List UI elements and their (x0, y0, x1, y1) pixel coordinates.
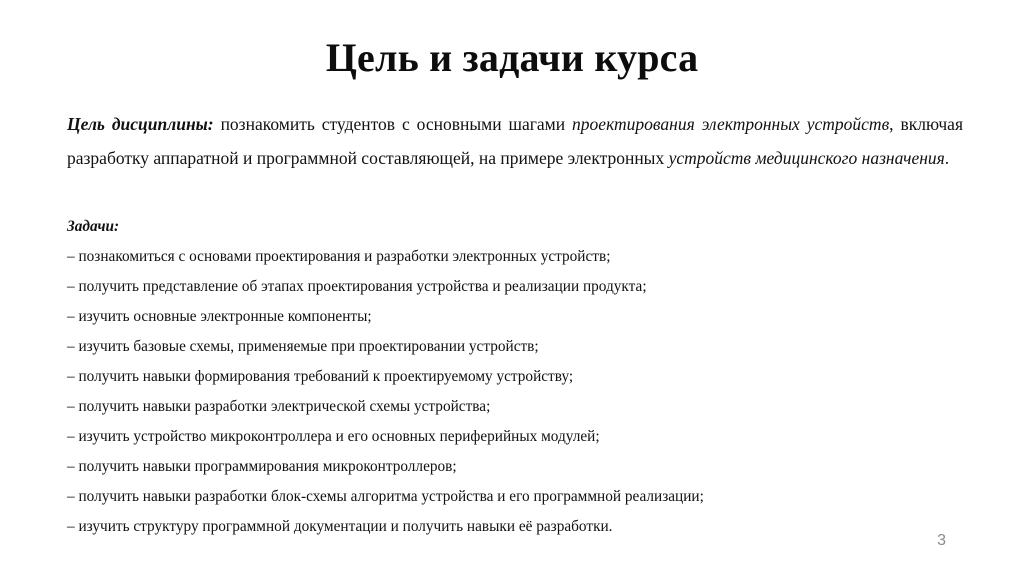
page-number: 3 (937, 532, 946, 549)
task-item: – изучить базовые схемы, применяемые при проектировании устройств; (67, 338, 539, 355)
task-item: – изучить устройство микроконтроллера и его основных периферийных модулей; (67, 428, 600, 445)
task-item: – получить навыки формирования требований к проектируемому устройству; (67, 368, 574, 385)
task-item: – изучить основные электронные компоненты; (67, 308, 372, 325)
tasks-section (67, 212, 967, 542)
task-item: – изучить структуру программной документации и получить навыки её разработки. (67, 518, 613, 535)
task-item: – получить представление об этапах проектирования устройства и реализации продукта; (67, 278, 647, 295)
tasks-heading: Задачи: (67, 218, 120, 235)
task-item: – получить навыки разработки электрической схемы устройства; (67, 398, 491, 415)
task-item: – познакомиться с основами проектирования и разработки электронных устройств; (67, 248, 611, 265)
goal-italic-2: устройств медицинского назначения (668, 147, 945, 168)
slide-title: Цель и задачи курса (325, 35, 699, 80)
goal-text-3: . (944, 147, 950, 168)
goal-text-1: познакомить студентов с основными шагами (213, 113, 573, 134)
goal-text-2: , включая разработку аппаратной и программной составляющей, на примере электронных (67, 113, 963, 168)
goal-label: Цель дисциплины: (67, 113, 214, 134)
task-item: – получить навыки разработки блок-схемы алгоритма устройства и его программной реализации; (67, 488, 704, 505)
goal-italic-1: проектирования электронных устройств (572, 113, 890, 134)
task-item: – получить навыки программирования микроконтроллеров; (67, 458, 457, 475)
course-goal-paragraph (67, 107, 963, 175)
task-list (67, 242, 967, 542)
